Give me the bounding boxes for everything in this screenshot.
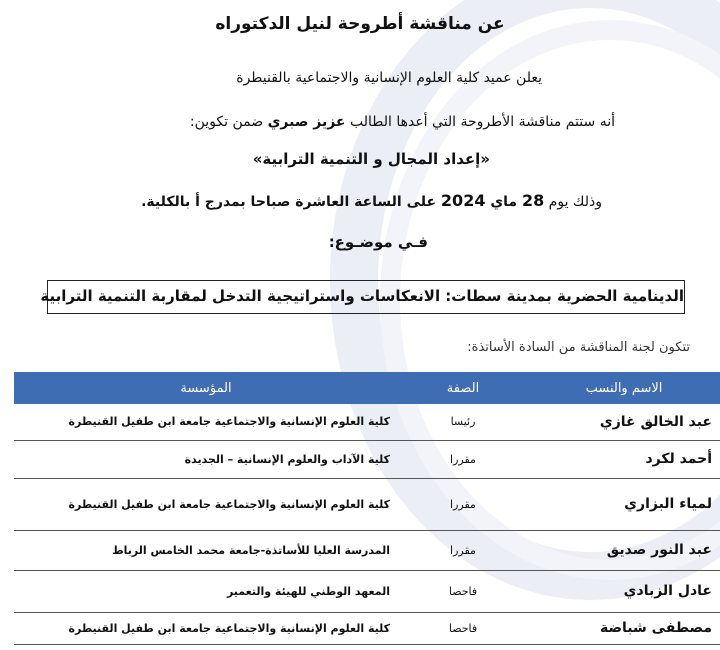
- student-name: عزيز صبري: [267, 114, 346, 130]
- subject-box: الدينامية الحضرية بمدينة سطات: الانعكاسات واستراتيجية التدخل لمقاربة التنمية الترابية: [47, 280, 685, 314]
- date-line: [0, 191, 602, 210]
- header-institution: المؤسسة: [14, 372, 398, 404]
- date-line-post: على الساعة العاشرة صباحا بمدرج أ بالكلية.: [141, 194, 441, 210]
- table-row: [14, 478, 720, 530]
- committee-table: [14, 372, 720, 645]
- member-institution: المعهد الوطني للهيئة والتعمير: [14, 570, 398, 612]
- member-institution: كلية العلوم الإنسانية والاجتماعية جامعة ابن طفيل القنيطرة: [14, 612, 398, 644]
- announcement-title: عن مناقشة أطروحة لنيل الدكتوراه: [215, 14, 505, 34]
- member-role: فاحصا: [398, 612, 528, 644]
- date-line-pre: وذلك يوم: [544, 194, 602, 210]
- table-row: [14, 404, 720, 440]
- table-row: [14, 570, 720, 612]
- subject-label: فـي موضـوع:: [328, 233, 428, 251]
- dean-announcement: يعلن عميد كلية العلوم الإنسانية والاجتماعية بالقنيطرة: [236, 70, 542, 86]
- member-institution: كلية العلوم الإنسانية والاجتماعية جامعة ابن طفيل القنيطرة: [14, 404, 398, 440]
- member-role: رئيسا: [398, 404, 528, 440]
- member-role: مقررا: [398, 440, 528, 478]
- member-institution: كلية الآداب والعلوم الإنسانية – الجديدة: [14, 440, 398, 478]
- date-year: 2024: [440, 191, 486, 210]
- thesis-line-pre: أنه ستتم مناقشة الأطروحة التي أعدها الطالب: [345, 114, 615, 130]
- table-header-row: [14, 372, 720, 404]
- member-name: عادل الزبادي: [528, 570, 720, 612]
- member-name: مصطفى شباضة: [528, 612, 720, 644]
- program-name: «إعداد المجال و التنمية الترابية»: [252, 150, 490, 168]
- member-role: مقررا: [398, 478, 528, 530]
- date-month: ماي: [485, 194, 522, 210]
- member-name: أحمد لكرد: [528, 440, 720, 478]
- member-name: عبد النور صديق: [528, 530, 720, 570]
- thesis-line-post: ضمن تكوين:: [189, 114, 268, 130]
- header-role: الصفة: [398, 372, 528, 404]
- member-institution: كلية العلوم الإنسانية والاجتماعية جامعة ابن طفيل القنيطرة: [14, 478, 398, 530]
- header-name: الاسم والنسب: [528, 372, 720, 404]
- thesis-line: [0, 114, 615, 130]
- table-row: [14, 612, 720, 644]
- table-row: [14, 530, 720, 570]
- member-role: مقررا: [398, 530, 528, 570]
- member-name: عبد الخالق غازي: [528, 404, 720, 440]
- member-role: فاحصا: [398, 570, 528, 612]
- date-day: 28: [521, 191, 545, 210]
- committee-intro: تتكون لجنة المناقشة من السادة الأساتذة:: [467, 340, 690, 355]
- table-row: [14, 440, 720, 478]
- member-institution: المدرسة العليا للأساتذة-جامعة محمد الخامس الرباط: [14, 530, 398, 570]
- member-name: لمياء البزاري: [528, 478, 720, 530]
